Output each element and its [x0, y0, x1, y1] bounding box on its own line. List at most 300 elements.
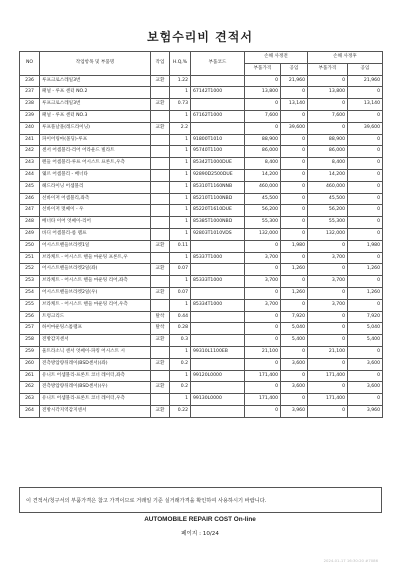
cell-item: 전측방압량뒤레이(BSD센서)(좌) — [40, 358, 151, 370]
cell-code — [191, 405, 245, 417]
cell-code: 85337T1000 — [191, 252, 245, 264]
cell-no: 253 — [20, 276, 40, 288]
cell-parts-price: 56,200 — [245, 205, 281, 217]
cell-parts-price-adjusted: 56,200 — [308, 205, 348, 217]
cell-item: 브라케트 - 어시스트 핸들 마운팅 리어,우측 — [40, 299, 151, 311]
cell-wage-adjusted: 0 — [348, 252, 383, 264]
table-row — [20, 252, 383, 264]
cell-parts-price: 3,700 — [245, 299, 281, 311]
table-row — [20, 287, 383, 299]
page-number: 페이지 : 10/24 — [181, 531, 219, 537]
cell-code: 99120L0000 — [191, 370, 245, 382]
cell-wage: 0 — [281, 205, 308, 217]
header-parts-price-adjusted: 부품가격 — [308, 63, 348, 75]
cell-parts-price-adjusted: 7,600 — [308, 110, 348, 122]
cell-parts-price: 21,100 — [245, 346, 281, 358]
cell-work: 교환 — [151, 358, 170, 370]
cell-work — [151, 370, 170, 382]
header-after-adjust: 손해 사정후 — [308, 52, 383, 64]
cell-no: 245 — [20, 181, 40, 193]
table-row — [20, 99, 383, 111]
cell-parts-price-adjusted: 3,700 — [308, 276, 348, 288]
cell-parts-price: 0 — [245, 335, 281, 347]
cell-hq: 2.2 — [170, 122, 191, 134]
cell-wage-adjusted: 3,960 — [348, 405, 383, 417]
cell-no: 257 — [20, 323, 40, 335]
cell-hq: 1 — [170, 110, 191, 122]
cell-wage-adjusted: 13,140 — [348, 99, 383, 111]
cell-item: 하이마운팅스톱램프 — [40, 323, 151, 335]
table-row — [20, 370, 383, 382]
cell-code — [191, 240, 245, 252]
cell-code — [191, 287, 245, 299]
cell-item: 어시스트핸들브라켓1일 — [40, 240, 151, 252]
cell-wage-adjusted: 1,980 — [348, 240, 383, 252]
cell-wage-adjusted: 39,600 — [348, 122, 383, 134]
cell-item: 웨르 어셈블리 - 배너타 — [40, 169, 151, 181]
table-row — [20, 87, 383, 99]
cell-no: 251 — [20, 252, 40, 264]
cell-work — [151, 134, 170, 146]
cell-wage-adjusted: 0 — [348, 110, 383, 122]
cell-parts-price: 0 — [245, 287, 281, 299]
cell-hq: 1 — [170, 370, 191, 382]
cell-wage: 5,040 — [281, 323, 308, 335]
cell-item: 브라케트 - 어시스트 핸들 마운팅 프론트,우 — [40, 252, 151, 264]
cell-work: 교환 — [151, 99, 170, 111]
cell-parts-price-adjusted: 45,500 — [308, 193, 348, 205]
cell-no: 240 — [20, 122, 40, 134]
cell-item: 전방시각지역감지센서 — [40, 405, 151, 417]
cell-code: 85310T1160NNB — [191, 181, 245, 193]
cell-parts-price-adjusted: 55,300 — [308, 217, 348, 229]
cell-no: 263 — [20, 394, 40, 406]
table-row — [20, 158, 383, 170]
cell-parts-price-adjusted: 3,700 — [308, 252, 348, 264]
cell-parts-price: 0 — [245, 382, 281, 394]
cell-parts-price: 0 — [245, 75, 281, 87]
cell-wage: 0 — [281, 158, 308, 170]
cell-parts-price-adjusted: 13,800 — [308, 87, 348, 99]
cell-wage: 13,140 — [281, 99, 308, 111]
cell-code: 85220T1610DUE — [191, 205, 245, 217]
cell-wage-adjusted: 0 — [348, 370, 383, 382]
cell-wage: 0 — [281, 169, 308, 181]
cell-no: 254 — [20, 287, 40, 299]
cell-wage-adjusted: 0 — [348, 394, 383, 406]
table-row — [20, 217, 383, 229]
cell-work — [151, 205, 170, 217]
cell-wage-adjusted: 0 — [348, 276, 383, 288]
cell-hq: 0.2 — [170, 358, 191, 370]
cell-item: 선바이저 어셈블리,좌측 — [40, 193, 151, 205]
cell-wage-adjusted: 0 — [348, 87, 383, 99]
cell-parts-price-adjusted: 0 — [308, 99, 348, 111]
cell-parts-price: 0 — [245, 264, 281, 276]
cell-hq: 0.11 — [170, 240, 191, 252]
cell-hq: 1 — [170, 169, 191, 181]
cell-no: 249 — [20, 228, 40, 240]
cell-hq: 1.22 — [170, 75, 191, 87]
cell-item: 전측방압량뒤레이(BSD센서)(우) — [40, 382, 151, 394]
cell-parts-price: 14,200 — [245, 169, 281, 181]
cell-no: 262 — [20, 382, 40, 394]
cell-work: 교환 — [151, 335, 170, 347]
cell-wage-adjusted: 0 — [348, 346, 383, 358]
cell-parts-price: 3,700 — [245, 276, 281, 288]
print-stamp: 2024-01-17 16:30:20 #7086 — [323, 558, 378, 563]
cell-item: 어시스트핸들브라켓2일(좌) — [40, 264, 151, 276]
cell-work — [151, 228, 170, 240]
cell-work — [151, 193, 170, 205]
cell-wage-adjusted: 1,260 — [348, 287, 383, 299]
cell-wage: 3,960 — [281, 405, 308, 417]
cell-wage: 0 — [281, 299, 308, 311]
table-row — [20, 311, 383, 323]
cell-code: 92890D2500DUE — [191, 169, 245, 181]
cell-no: 259 — [20, 346, 40, 358]
cell-parts-price-adjusted: 3,700 — [308, 299, 348, 311]
cell-code: 95740T1100 — [191, 146, 245, 158]
cell-code — [191, 323, 245, 335]
document-title: 보험수리비 견적서 — [147, 30, 253, 44]
cell-wage-adjusted: 0 — [348, 181, 383, 193]
cell-work — [151, 252, 170, 264]
cell-parts-price: 0 — [245, 99, 281, 111]
table-row — [20, 405, 383, 417]
cell-item: 루프플날몰(레드라이닝) — [40, 122, 151, 134]
cell-no: 238 — [20, 99, 40, 111]
cell-hq: 0.28 — [170, 323, 191, 335]
cell-parts-price-adjusted: 0 — [308, 122, 348, 134]
cell-no: 242 — [20, 146, 40, 158]
cell-code — [191, 75, 245, 87]
cell-wage: 0 — [281, 110, 308, 122]
cell-code: 85334T1000 — [191, 299, 245, 311]
cell-wage: 3,600 — [281, 382, 308, 394]
cell-code: 92803T1010VDS — [191, 228, 245, 240]
cell-work: 교환 — [151, 264, 170, 276]
cell-hq: 1 — [170, 193, 191, 205]
cell-item: 헤드라이닝 어셈블리 — [40, 181, 151, 193]
cell-hq: 1 — [170, 87, 191, 99]
cell-parts-price: 132,000 — [245, 228, 281, 240]
cell-parts-price: 0 — [245, 323, 281, 335]
cell-code — [191, 358, 245, 370]
cell-parts-price: 171,400 — [245, 370, 281, 382]
cell-work — [151, 217, 170, 229]
cell-code — [191, 122, 245, 134]
cell-no: 237 — [20, 87, 40, 99]
cell-hq: 0.07 — [170, 287, 191, 299]
table-row — [20, 228, 383, 240]
cell-no: 239 — [20, 110, 40, 122]
cell-parts-price-adjusted: 0 — [308, 323, 348, 335]
cell-code: 67142T1000 — [191, 87, 245, 99]
cell-item: 패널 - 루프 센터 NO.2 — [40, 87, 151, 99]
cell-hq: 1 — [170, 181, 191, 193]
cell-work — [151, 346, 170, 358]
cell-code — [191, 311, 245, 323]
cell-wage-adjusted: 21,960 — [348, 75, 383, 87]
cell-parts-price: 88,900 — [245, 134, 281, 146]
cell-wage-adjusted: 0 — [348, 134, 383, 146]
cell-item: 유니트 어셈블리-프론트 코너 레이더,좌측 — [40, 370, 151, 382]
cell-wage: 1,260 — [281, 287, 308, 299]
cell-code: 85210T1100NBD — [191, 193, 245, 205]
cell-wage-adjusted: 3,600 — [348, 358, 383, 370]
cell-hq: 1 — [170, 134, 191, 146]
cell-parts-price-adjusted: 14,200 — [308, 169, 348, 181]
cell-wage-adjusted: 0 — [348, 228, 383, 240]
header-item: 작업항목 및 부품명 — [40, 52, 151, 76]
cell-parts-price: 13,800 — [245, 87, 281, 99]
cell-item: 트렁크리드 — [40, 311, 151, 323]
cell-parts-price: 0 — [245, 122, 281, 134]
table-row — [20, 346, 383, 358]
cell-wage-adjusted: 3,600 — [348, 382, 383, 394]
cell-wage-adjusted: 0 — [348, 217, 383, 229]
cell-wage: 5,400 — [281, 335, 308, 347]
cell-parts-price: 8,400 — [245, 158, 281, 170]
cell-wage: 1,980 — [281, 240, 308, 252]
table-row — [20, 193, 383, 205]
cell-code: 99310L1100EB — [191, 346, 245, 358]
cell-parts-price-adjusted: 0 — [308, 287, 348, 299]
cell-parts-price-adjusted: 0 — [308, 311, 348, 323]
cell-hq: 0.07 — [170, 264, 191, 276]
cell-wage: 0 — [281, 87, 308, 99]
cell-no: 247 — [20, 205, 40, 217]
cell-wage-adjusted: 5,040 — [348, 323, 383, 335]
cell-work: 교환 — [151, 382, 170, 394]
cell-code — [191, 335, 245, 347]
table-row — [20, 122, 383, 134]
cell-parts-price-adjusted: 86,000 — [308, 146, 348, 158]
table-row — [20, 394, 383, 406]
cell-no: 261 — [20, 370, 40, 382]
cell-parts-price-adjusted: 171,400 — [308, 370, 348, 382]
cell-no: 248 — [20, 217, 40, 229]
cell-parts-price: 55,300 — [245, 217, 281, 229]
cell-work: 교환 — [151, 405, 170, 417]
header-wage-adjusted: 공임 — [348, 63, 383, 75]
cell-item: 어시스트핸들브라켓2일(우) — [40, 287, 151, 299]
cell-parts-price-adjusted: 0 — [308, 358, 348, 370]
header-code: 부품코드 — [191, 52, 245, 76]
cell-parts-price: 0 — [245, 240, 281, 252]
cell-wage: 0 — [281, 370, 308, 382]
cell-work — [151, 169, 170, 181]
header-work: 작업 — [151, 52, 170, 76]
cell-item: 바디 어셈블리-룸 램프 — [40, 228, 151, 240]
table-row — [20, 382, 383, 394]
cell-wage-adjusted: 5,400 — [348, 335, 383, 347]
cell-no: 243 — [20, 158, 40, 170]
cell-parts-price: 3,700 — [245, 252, 281, 264]
cell-code: 99130L0000 — [191, 394, 245, 406]
cell-code: 85333T1000 — [191, 276, 245, 288]
cell-no: 252 — [20, 264, 40, 276]
cell-wage: 0 — [281, 228, 308, 240]
cell-work: 교환 — [151, 287, 170, 299]
cell-wage: 0 — [281, 276, 308, 288]
cell-hq: 1 — [170, 346, 191, 358]
table-row — [20, 146, 383, 158]
cell-wage: 0 — [281, 146, 308, 158]
table-row — [20, 276, 383, 288]
table-row — [20, 264, 383, 276]
cell-code — [191, 99, 245, 111]
cell-work — [151, 181, 170, 193]
cell-code — [191, 264, 245, 276]
cell-item: 전방감지센서 — [40, 335, 151, 347]
cell-hq: 0.3 — [170, 335, 191, 347]
cell-parts-price-adjusted: 171,400 — [308, 394, 348, 406]
cell-parts-price-adjusted: 0 — [308, 405, 348, 417]
cell-item: 유니트 어셈블리-프론트 코너 레이더,우측 — [40, 394, 151, 406]
cell-parts-price: 0 — [245, 405, 281, 417]
cell-parts-price: 0 — [245, 358, 281, 370]
cell-wage: 0 — [281, 394, 308, 406]
cell-parts-price-adjusted: 132,000 — [308, 228, 348, 240]
cell-work — [151, 87, 170, 99]
table-row — [20, 169, 383, 181]
cell-wage-adjusted: 0 — [348, 193, 383, 205]
table-row — [20, 134, 383, 146]
cell-wage: 0 — [281, 346, 308, 358]
cell-wage: 0 — [281, 252, 308, 264]
cell-hq: 0.22 — [170, 405, 191, 417]
cell-parts-price-adjusted: 88,900 — [308, 134, 348, 146]
cell-hq: 0.73 — [170, 99, 191, 111]
cell-hq: 0.44 — [170, 311, 191, 323]
table-row — [20, 358, 383, 370]
table-row — [20, 181, 383, 193]
table-row — [20, 75, 383, 87]
cell-no: 256 — [20, 311, 40, 323]
cell-no: 244 — [20, 169, 40, 181]
cell-item: 베너타 이어 엇쎄이-리어 — [40, 217, 151, 229]
cell-item: 루프크로스레일3번 — [40, 75, 151, 87]
cell-wage: 1,260 — [281, 264, 308, 276]
footer-title: AUTOMOBILE REPAIR COST On-line — [144, 516, 256, 523]
estimate-table — [19, 51, 383, 418]
cell-hq: 1 — [170, 276, 191, 288]
cell-hq: 1 — [170, 205, 191, 217]
cell-code: 85342T1000DUE — [191, 158, 245, 170]
cell-work — [151, 276, 170, 288]
cell-wage-adjusted: 0 — [348, 146, 383, 158]
cell-work: 교환 — [151, 75, 170, 87]
cell-item: 패널 - 루프 센터 NO.3 — [40, 110, 151, 122]
cell-wage: 7,920 — [281, 311, 308, 323]
cell-wage-adjusted: 0 — [348, 205, 383, 217]
cell-parts-price: 86,000 — [245, 146, 281, 158]
table-row — [20, 205, 383, 217]
cell-item: 센서 어셈블리-리어 어라운드 빌라트 — [40, 146, 151, 158]
cell-wage: 0 — [281, 217, 308, 229]
cell-hq: 1 — [170, 394, 191, 406]
cell-wage-adjusted: 7,920 — [348, 311, 383, 323]
cell-no: 241 — [20, 134, 40, 146]
cell-wage-adjusted: 0 — [348, 158, 383, 170]
cell-wage: 39,600 — [281, 122, 308, 134]
cell-parts-price-adjusted: 8,400 — [308, 158, 348, 170]
cell-parts-price-adjusted: 21,100 — [308, 346, 348, 358]
cell-parts-price-adjusted: 0 — [308, 264, 348, 276]
cell-item: 브라케트 - 어시스트 핸들 마운팅 리어,좌측 — [40, 276, 151, 288]
table-row — [20, 335, 383, 347]
cell-work — [151, 146, 170, 158]
cell-hq: 1 — [170, 252, 191, 264]
cell-work — [151, 110, 170, 122]
cell-code: 85385T1000NBD — [191, 217, 245, 229]
cell-parts-price: 45,500 — [245, 193, 281, 205]
cell-item: 선바이저 멋쎄이 - 우 — [40, 205, 151, 217]
cell-parts-price-adjusted: 0 — [308, 382, 348, 394]
header-wage: 공임 — [281, 63, 308, 75]
cell-work: 교환 — [151, 240, 170, 252]
cell-code: 67162T1000 — [191, 110, 245, 122]
header-parts-price: 부품가격 — [245, 63, 281, 75]
cell-item: 렌들 어셈블리-루프 어시스트 프론트,우측 — [40, 158, 151, 170]
cell-wage-adjusted: 1,260 — [348, 264, 383, 276]
cell-wage-adjusted: 0 — [348, 169, 383, 181]
cell-item: 루프크로스레일3번 — [40, 99, 151, 111]
cell-item: 파이어링마(몰딩)-루프 — [40, 134, 151, 146]
cell-wage: 3,600 — [281, 358, 308, 370]
cell-work: 탈착 — [151, 311, 170, 323]
cell-parts-price-adjusted: 460,000 — [308, 181, 348, 193]
cell-no: 264 — [20, 405, 40, 417]
header-before-adjust: 손해 사정전 — [245, 52, 308, 64]
header-no: NO — [20, 52, 40, 76]
table-row — [20, 110, 383, 122]
cell-work: 교환 — [151, 122, 170, 134]
cell-hq: 1 — [170, 217, 191, 229]
cell-parts-price: 171,400 — [245, 394, 281, 406]
cell-parts-price: 0 — [245, 311, 281, 323]
cell-hq: 1 — [170, 146, 191, 158]
cell-no: 246 — [20, 193, 40, 205]
cell-hq: 1 — [170, 158, 191, 170]
cell-hq: 1 — [170, 228, 191, 240]
cell-work — [151, 299, 170, 311]
cell-work — [151, 158, 170, 170]
cell-hq: 1 — [170, 299, 191, 311]
cell-wage: 0 — [281, 181, 308, 193]
cell-parts-price: 460,000 — [245, 181, 281, 193]
cell-parts-price: 7,600 — [245, 110, 281, 122]
price-notice: 이 견적서/청구서의 부품가격은 참고 가격이므로 거래일 기준 실거래가격을 확인하여 사용하시기 바랍니다. — [19, 487, 382, 513]
cell-work — [151, 394, 170, 406]
cell-no: 236 — [20, 75, 40, 87]
cell-no: 255 — [20, 299, 40, 311]
cell-code: 91800T1010 — [191, 134, 245, 146]
header-hq: H.Q,% — [170, 52, 191, 76]
cell-code — [191, 382, 245, 394]
cell-no: 260 — [20, 358, 40, 370]
cell-parts-price-adjusted: 0 — [308, 335, 348, 347]
cell-no: 250 — [20, 240, 40, 252]
cell-wage-adjusted: 0 — [348, 299, 383, 311]
cell-parts-price-adjusted: 0 — [308, 75, 348, 87]
table-row — [20, 299, 383, 311]
cell-work: 탈착 — [151, 323, 170, 335]
cell-parts-price-adjusted: 0 — [308, 240, 348, 252]
cell-wage: 0 — [281, 193, 308, 205]
